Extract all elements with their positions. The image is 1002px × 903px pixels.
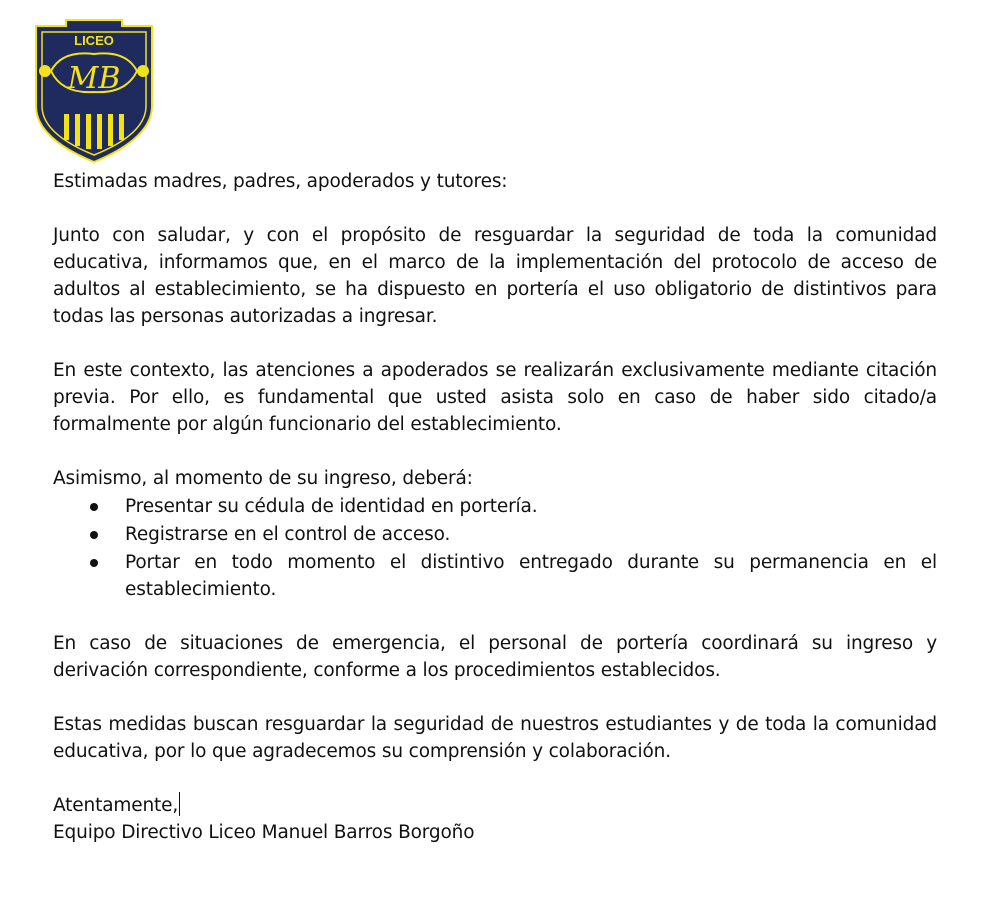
greeting: Estimadas madres, padres, apoderados y tutores:: [53, 171, 508, 192]
crest-shield-icon: [32, 18, 156, 164]
text-cursor: [179, 792, 180, 816]
closing-text: Atentamente,: [53, 795, 179, 816]
paragraph-thanks: Estas medidas buscan resguardar la seguridad de nuestros estudiantes y de toda la comunidad educativa, por lo que agradecemos su comprensión y colaboración.: [53, 714, 937, 762]
crest-name: LICEO: [74, 33, 114, 48]
paragraph-requirements-intro: Asimismo, al momento de su ingreso, deberá:: [53, 468, 473, 489]
list-item: Presentar su cédula de identidad en portería.: [53, 493, 937, 520]
paragraph-appointments: En este contexto, las atenciones a apoderados se realizarán exclusivamente mediante citación previa. Por ello, es fundamental que usted asista solo en caso de haber sido citado/a formalmente por algún funcionario del establecimiento.: [53, 360, 937, 435]
bullet-icon: [90, 531, 98, 539]
paragraph-security: Junto con saludar, y con el propósito de resguardar la seguridad de toda la comunidad educativa, informamos que, en el marco de la implementación del protocolo de acceso de adultos al establecimiento, se ha dispuesto en portería el uso obligatorio de distintivos para todas las personas autorizadas a ingresar.: [53, 225, 937, 327]
school-crest-logo: [32, 18, 156, 164]
bullet-icon: [90, 503, 98, 511]
requirements-list: [53, 493, 937, 603]
letter-body: [53, 168, 937, 846]
list-item: Registrarse en el control de acceso.: [53, 521, 937, 548]
list-item: Portar en todo momento el distintivo entregado durante su permanencia en el establecimiento.: [53, 549, 937, 603]
signature: Equipo Directivo Liceo Manuel Barros Borgoño: [53, 822, 475, 843]
paragraph-emergency: En caso de situaciones de emergencia, el personal de portería coordinará su ingreso y derivación correspondiente, conforme a los procedimientos establecidos.: [53, 633, 937, 681]
crest-monogram: MB: [67, 61, 121, 96]
closing-line[interactable]: [53, 792, 937, 819]
bullet-icon: [90, 559, 98, 567]
